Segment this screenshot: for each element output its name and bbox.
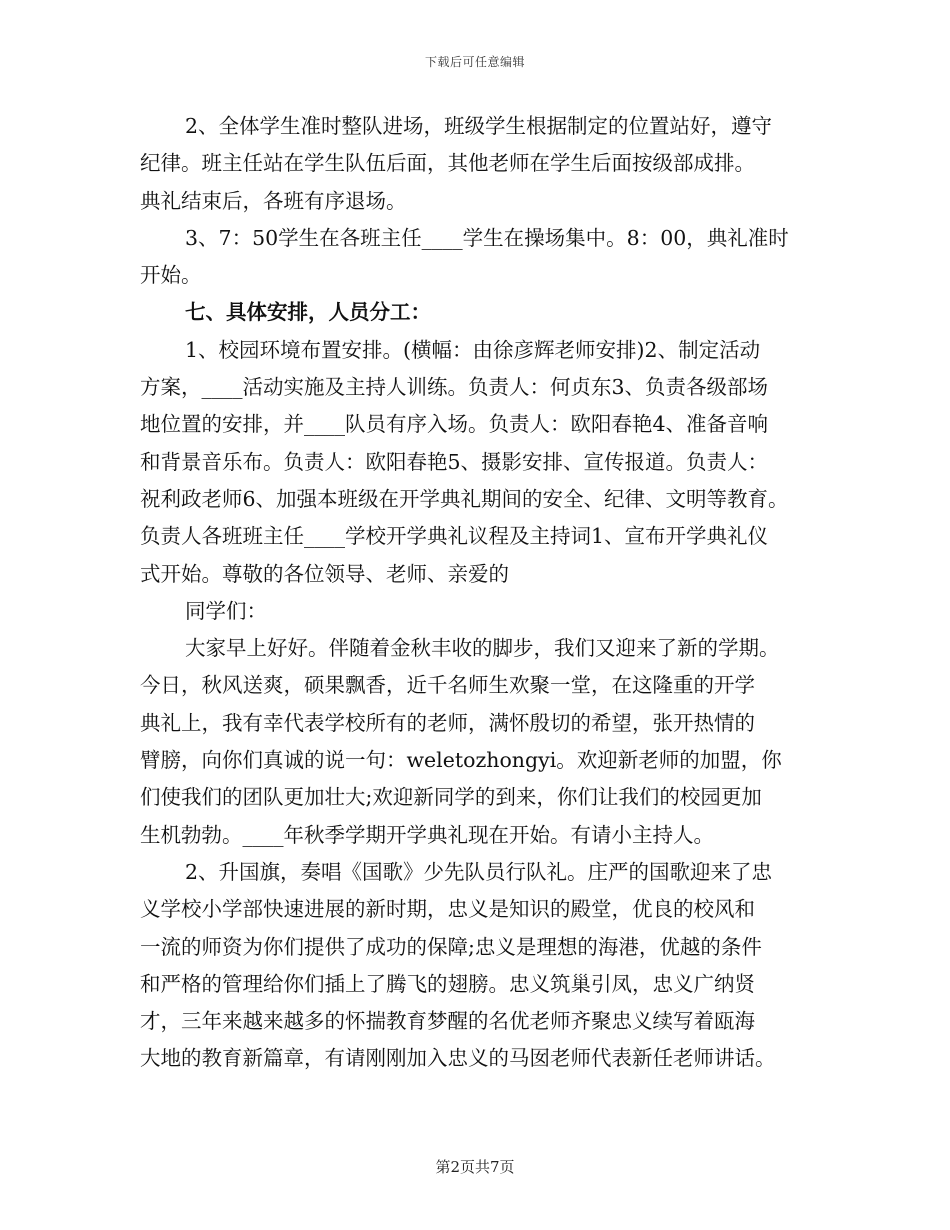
- body-text-line: 2、升国旗，奏唱《国歌》少先队员行队礼。庄严的国歌迎来了忠: [185, 859, 773, 884]
- body-text-line: 臂膀，向你们真诚的说一句：weletozhongyi。欢迎新老师的加盟，你: [140, 748, 782, 773]
- body-text-line: 方案，____活动实施及主持人训练。负责人：何贞东3、负责各级部场: [140, 375, 769, 400]
- body-text-line: 今日，秋风送爽，硕果飘香，近千名师生欢聚一堂，在这隆重的开学: [140, 673, 755, 698]
- body-text-line: 负责人各班班主任____学校开学典礼议程及主持词1、宣布开学典礼仪: [140, 524, 769, 549]
- body-text-line: 祝利政老师6、加强本班级在开学典礼期间的安全、纪律、文明等教育。: [140, 486, 789, 511]
- body-text-line: 地位置的安排，并____队员有序入场。负责人：欧阳春艳4、准备音响: [140, 412, 769, 437]
- body-text-line: 同学们：: [185, 598, 267, 623]
- body-text-line: 生机勃勃。____年秋季学期开学典礼现在开始。有请小主持人。: [140, 822, 714, 847]
- body-text-line: 式开始。尊敬的各位领导、老师、亲爱的: [140, 561, 509, 586]
- body-text-line: 一流的师资为你们提供了成功的保障;忠义是理想的海港，优越的条件: [140, 934, 762, 959]
- section-heading: 七、具体安排，人员分工：: [185, 300, 431, 325]
- page-header: 下载后可任意编辑: [424, 55, 525, 69]
- body-text-line: 纪律。班主任站在学生队伍后面，其他老师在学生后面按级部成排。: [140, 151, 755, 176]
- body-text-line: 典礼结束后，各班有序退场。: [140, 188, 407, 213]
- body-text-line: 和严格的管理给你们插上了腾飞的翅膀。忠义筑巢引凤，忠义广纳贤: [140, 971, 755, 996]
- body-text-line: 典礼上，我有幸代表学校所有的老师，满怀殷切的希望，张开热情的: [140, 710, 755, 735]
- body-text-line: 和背景音乐布。负责人：欧阳春艳5、摄影安排、宣传报道。负责人：: [140, 449, 769, 474]
- document-body: [140, 108, 815, 1078]
- body-text-line: 2、全体学生准时整队进场，班级学生根据制定的位置站好，遵守: [185, 114, 773, 138]
- body-text-line: 1、校园环境布置安排。(横幅：由徐彦辉老师安排)2、制定活动: [185, 337, 761, 362]
- body-text-line: 大家早上好好。伴随着金秋丰收的脚步，我们又迎来了新的学期。: [185, 636, 780, 661]
- body-text-line: 3、7：50学生在各班主任____学生在操场集中。8：00，典礼准时: [185, 225, 789, 250]
- body-text-line: 才，三年来越来越多的怀揣教育梦醒的名优老师齐聚忠义续写着瓯海: [140, 1009, 755, 1034]
- page-footer: 第2页共7页: [435, 1158, 515, 1176]
- body-text-line: 义学校小学部快速进展的新时期，忠义是知识的殿堂，优良的校风和: [140, 897, 755, 922]
- body-text-line: 大地的教育新篇章，有请刚刚加入忠义的马囡老师代表新任老师讲话。: [140, 1046, 776, 1071]
- body-text-line: 开始。: [140, 263, 202, 288]
- body-text-line: 们使我们的团队更加壮大;欢迎新同学的到来，你们让我们的校园更加: [140, 785, 762, 810]
